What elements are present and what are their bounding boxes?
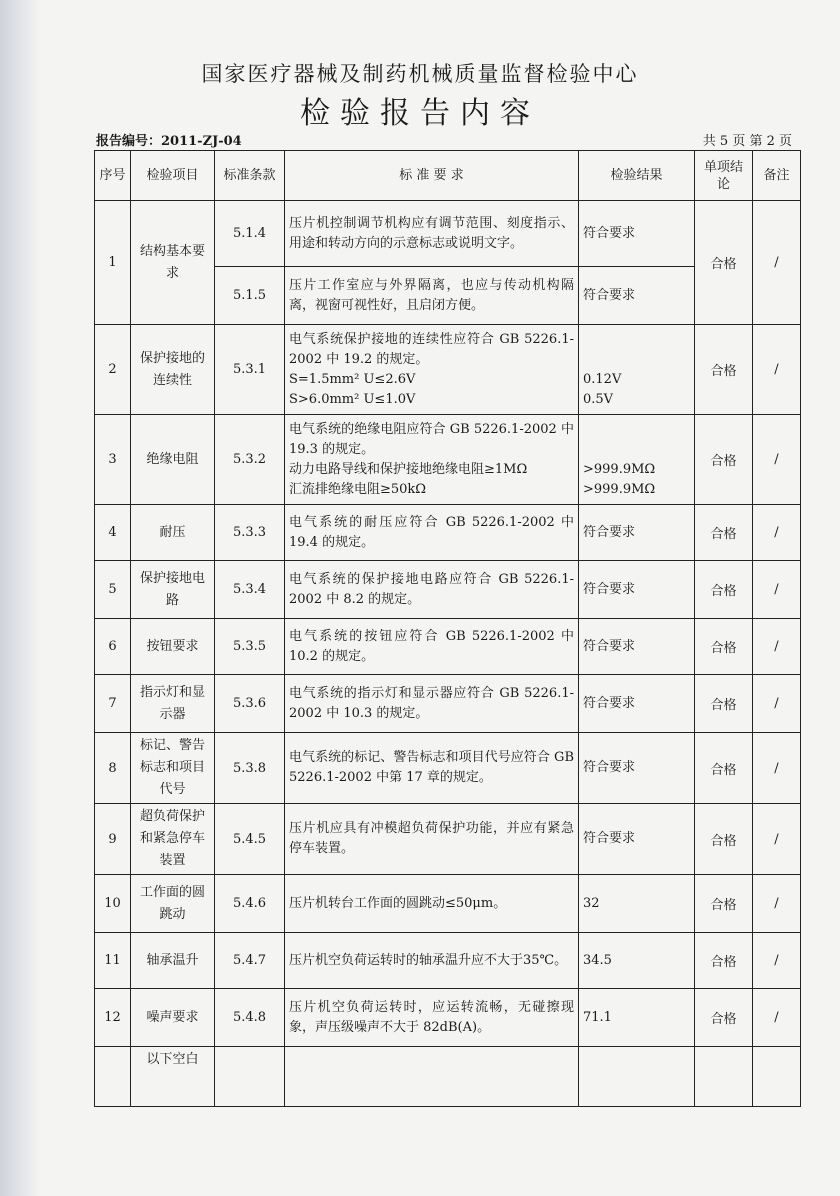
- row-item: 保护接地电路: [131, 561, 215, 619]
- row-item: 超负荷保护和紧急停车装置: [131, 804, 215, 875]
- row-clause: 5.3.4: [215, 561, 285, 619]
- row-no: 9: [95, 804, 131, 875]
- organization-name: 国家医疗器械及制药机械质量监督检验中心: [201, 62, 639, 86]
- report-number: 报告编号：2011-ZJ-04: [96, 134, 242, 149]
- row-no: 6: [95, 619, 131, 675]
- row-result: 符合要求: [579, 733, 695, 804]
- row-conclusion: 合格: [695, 875, 753, 933]
- row-remark: /: [753, 201, 801, 325]
- row-remark: /: [753, 325, 801, 415]
- row-remark: /: [753, 505, 801, 561]
- table-row: [95, 619, 801, 675]
- requirement-line: 电气系统的绝缘电阻应符合 GB 5226.1-2002 中 19.3 的规定。: [289, 421, 574, 457]
- row-item: 标记、警告标志和项目代号: [131, 733, 215, 804]
- row-remark: /: [753, 619, 801, 675]
- row-item: 按钮要求: [131, 619, 215, 675]
- header-item: 检验项目: [131, 151, 215, 201]
- requirement-line: 电气系统保护接地的连续性应符合 GB 5226.1-2002 中 19.2 的规定。: [289, 331, 574, 367]
- requirement-line: S>6.0mm² U≤1.0V: [289, 391, 416, 407]
- row-clause: 5.1.4: [215, 201, 285, 267]
- row-clause: 5.3.6: [215, 675, 285, 733]
- row-item: 工作面的圆跳动: [131, 875, 215, 933]
- blank-cell: [285, 1047, 579, 1107]
- row-clause: 5.4.7: [215, 933, 285, 989]
- table-row: [95, 415, 801, 505]
- row-conclusion: 合格: [695, 733, 753, 804]
- result-line: [583, 330, 690, 370]
- header-requirement: 标 准 要 求: [285, 151, 579, 201]
- row-conclusion: 合格: [695, 325, 753, 415]
- blank-cell: [753, 1047, 801, 1107]
- row-no: 12: [95, 989, 131, 1047]
- result-line: >999.9MΩ: [583, 481, 656, 497]
- header-clause: 标准条款: [215, 151, 285, 201]
- row-remark: /: [753, 933, 801, 989]
- row-result: 71.1: [579, 989, 695, 1047]
- row-result: 34.5: [579, 933, 695, 989]
- row-conclusion: 合格: [695, 933, 753, 989]
- row-requirement: 压片机空负荷运转时，应运转流畅，无碰擦现象，声压级噪声不大于 82dB(A)。: [285, 989, 579, 1047]
- scan-edge: [0, 0, 40, 1196]
- result-line: 0.5V: [583, 391, 614, 407]
- table-row: [95, 875, 801, 933]
- row-requirement: 压片机应具有冲模超负荷保护功能，并应有紧急停车装置。: [285, 804, 579, 875]
- row-requirement: 电气系统的保护接地电路应符合 GB 5226.1-2002 中 8.2 的规定。: [285, 561, 579, 619]
- table-row: [95, 989, 801, 1047]
- row-conclusion: 合格: [695, 561, 753, 619]
- row-no: 4: [95, 505, 131, 561]
- row-no: 2: [95, 325, 131, 415]
- requirement-line: S=1.5mm² U≤2.6V: [289, 371, 416, 387]
- row-item: 指示灯和显示器: [131, 675, 215, 733]
- table-row: [95, 733, 801, 804]
- row-no: 1: [95, 201, 131, 325]
- blank-row: [95, 1047, 801, 1107]
- header-no: 序号: [95, 151, 131, 201]
- row-remark: /: [753, 415, 801, 505]
- row-conclusion: 合格: [695, 619, 753, 675]
- row-requirement: 电气系统的指示灯和显示器应符合 GB 5226.1-2002 中 10.3 的规定。: [285, 675, 579, 733]
- row-conclusion: 合格: [695, 505, 753, 561]
- table-row: [95, 675, 801, 733]
- row-no: 10: [95, 875, 131, 933]
- row-conclusion: 合格: [695, 415, 753, 505]
- row-result: 符合要求: [579, 675, 695, 733]
- row-remark: /: [753, 733, 801, 804]
- row-item: 结构基本要求: [131, 201, 215, 325]
- row-item: 耐压: [131, 505, 215, 561]
- header-remark: 备注: [753, 151, 801, 201]
- row-item: 保护接地的连续性: [131, 325, 215, 415]
- row-remark: /: [753, 675, 801, 733]
- row-result: 符合要求: [579, 804, 695, 875]
- row-item: 噪声要求: [131, 989, 215, 1047]
- row-result: 符合要求: [579, 619, 695, 675]
- row-result: [579, 415, 695, 505]
- row-requirement: 电气系统的按钮应符合 GB 5226.1-2002 中 10.2 的规定。: [285, 619, 579, 675]
- row-requirement: 压片机空负荷运转时的轴承温升应不大于35℃。: [285, 933, 579, 989]
- row-clause: 5.1.5: [215, 267, 285, 325]
- row-conclusion: 合格: [695, 201, 753, 325]
- row-conclusion: 合格: [695, 804, 753, 875]
- row-clause: 5.4.6: [215, 875, 285, 933]
- row-result: 符合要求: [579, 201, 695, 267]
- row-requirement: 电气系统的标记、警告标志和项目代号应符合 GB 5226.1-2002 中第 17 章的规定。: [285, 733, 579, 804]
- row-no: 5: [95, 561, 131, 619]
- row-result: 32: [579, 875, 695, 933]
- row-conclusion: 合格: [695, 675, 753, 733]
- row-clause: 5.4.8: [215, 989, 285, 1047]
- row-no: 3: [95, 415, 131, 505]
- requirement-line: 动力电路导线和保护接地绝缘电阻≥1MΩ: [289, 461, 528, 477]
- row-clause: 5.3.1: [215, 325, 285, 415]
- blank-cell: [215, 1047, 285, 1107]
- header-result: 检验结果: [579, 151, 695, 201]
- blank-cell: [579, 1047, 695, 1107]
- table-row: [95, 561, 801, 619]
- row-result: 符合要求: [579, 505, 695, 561]
- row-result: [579, 325, 695, 415]
- table-row: [95, 804, 801, 875]
- row-clause: 5.3.8: [215, 733, 285, 804]
- table-row: [95, 933, 801, 989]
- requirement-line: 汇流排绝缘电阻≥50kΩ: [289, 481, 427, 497]
- row-requirement: 压片工作室应与外界隔离，也应与传动机构隔离，视窗可视性好，且启闭方便。: [285, 267, 579, 325]
- blank-cell: [695, 1047, 753, 1107]
- row-requirement: [285, 325, 579, 415]
- table-row: [95, 505, 801, 561]
- row-remark: /: [753, 804, 801, 875]
- row-clause: 5.3.2: [215, 415, 285, 505]
- row-remark: /: [753, 561, 801, 619]
- table-row: [95, 325, 801, 415]
- row-clause: 5.4.5: [215, 804, 285, 875]
- result-line: >999.9MΩ: [583, 461, 656, 477]
- header-conclusion: 单项结论: [695, 151, 753, 201]
- header-row: [95, 151, 801, 201]
- inspection-table: [94, 150, 801, 1107]
- row-clause: 5.3.5: [215, 619, 285, 675]
- row-remark: /: [753, 875, 801, 933]
- result-line: [583, 420, 690, 460]
- row-result: 符合要求: [579, 561, 695, 619]
- row-clause: 5.3.3: [215, 505, 285, 561]
- row-result: 符合要求: [579, 267, 695, 325]
- row-no: 11: [95, 933, 131, 989]
- row-item: 绝缘电阻: [131, 415, 215, 505]
- row-no: 8: [95, 733, 131, 804]
- row-remark: /: [753, 989, 801, 1047]
- row-requirement: 压片机转台工作面的圆跳动≤50μm。: [285, 875, 579, 933]
- table-row: [95, 201, 801, 267]
- row-no: 7: [95, 675, 131, 733]
- row-requirement: 电气系统的耐压应符合 GB 5226.1-2002 中 19.4 的规定。: [285, 505, 579, 561]
- report-title: 检验报告内容: [300, 96, 540, 131]
- row-requirement: [285, 415, 579, 505]
- blank-note: 以下空白: [131, 1047, 215, 1107]
- blank-cell: [95, 1047, 131, 1107]
- row-item: 轴承温升: [131, 933, 215, 989]
- row-conclusion: 合格: [695, 989, 753, 1047]
- result-line: 0.12V: [583, 371, 622, 387]
- page-info: 共 5 页 第 2 页: [702, 134, 792, 149]
- row-requirement: 压片机控制调节机构应有调节范围、刻度指示、用途和转动方向的示意标志或说明文字。: [285, 201, 579, 267]
